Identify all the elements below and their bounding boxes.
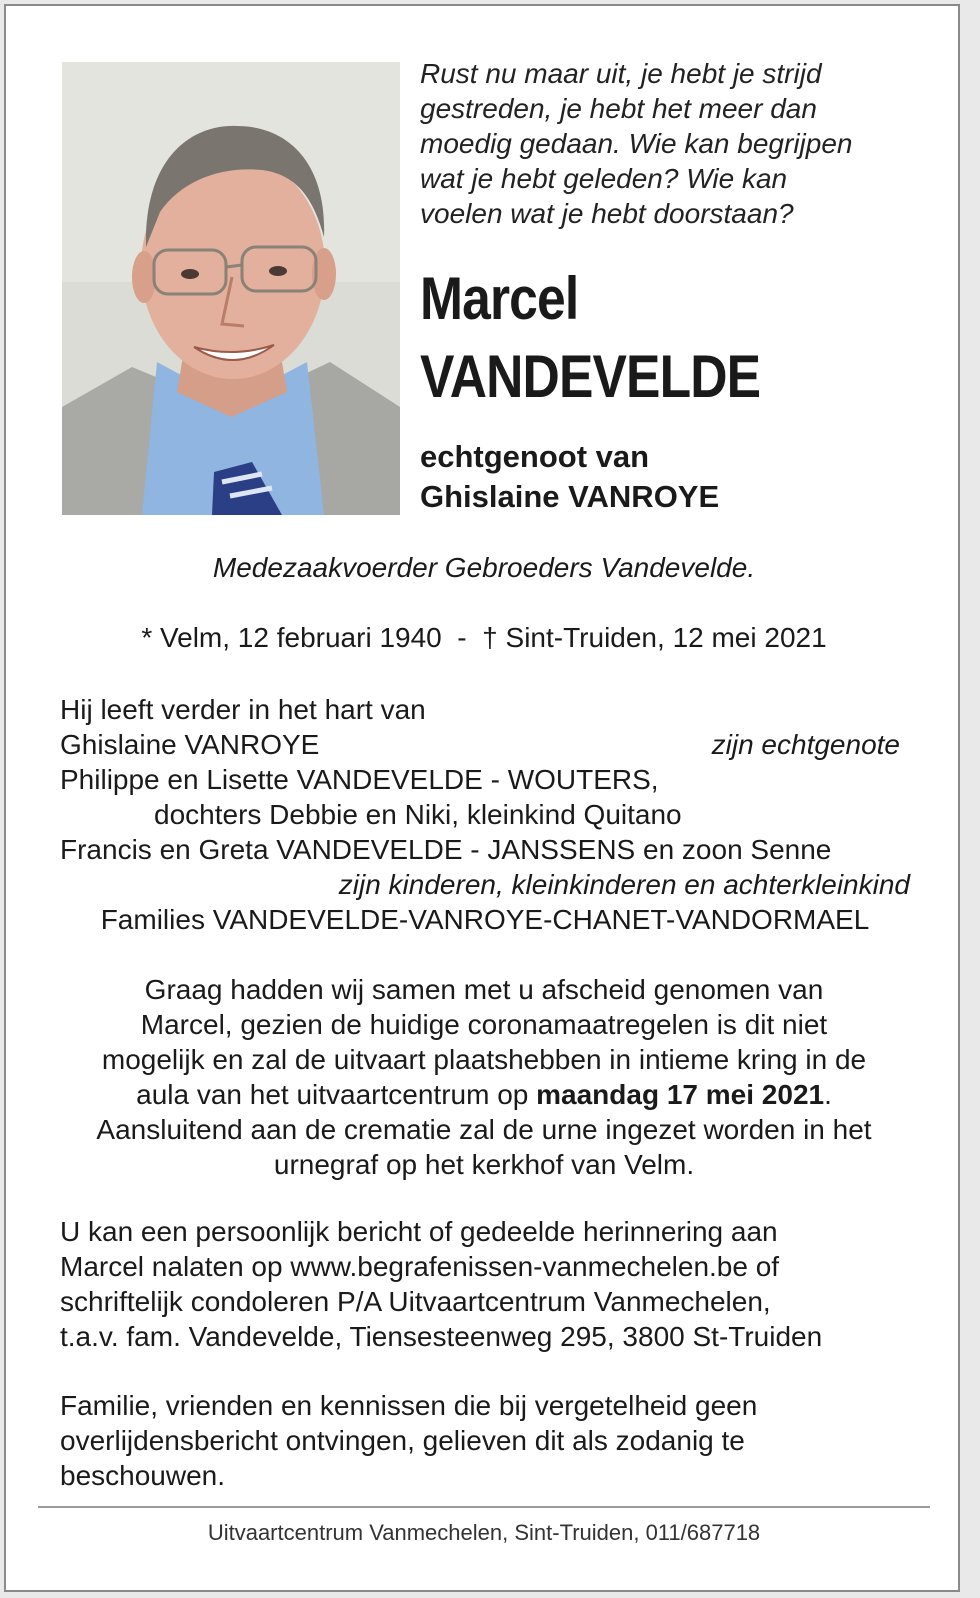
notice-line: Familie, vrienden en kennissen die bij vergetelheid geen	[60, 1390, 758, 1421]
family-children-role: zijn kinderen, kleinkinderen en achterkleinkind	[338, 869, 910, 900]
family-names: Families VANDEVELDE-VANROYE-CHANET-VANDORMAEL	[100, 904, 870, 935]
family-line: dochters Debbie en Niki, kleinkind Quitano	[154, 799, 682, 830]
notice-line: overlijdensbericht ontvingen, gelieven dit als zodanig te	[60, 1425, 745, 1456]
portrait-photo	[62, 62, 400, 515]
funeral-line: Aansluitend aan de crematie zal de urne ingezet worden in het	[96, 1114, 872, 1145]
birth-death-dates: * Velm, 12 februari 1940 - † Sint-Truiden, 12 mei 2021	[141, 622, 827, 653]
funeral-line: mogelijk en zal de uitvaart plaatshebben in intieme kring in de	[101, 1044, 867, 1075]
condolence-line: t.a.v. fam. Vandevelde, Tiensesteenweg 295, 3800 St-Truiden	[60, 1321, 823, 1352]
family-section	[60, 692, 920, 937]
poem-line: gestreden, je hebt het meer dan	[420, 93, 817, 124]
footer-divider	[38, 1506, 930, 1508]
funeral-line: Graag hadden wij samen met u afscheid genomen van	[144, 974, 824, 1005]
notice-line: beschouwen.	[60, 1460, 226, 1491]
poem-line: moedig gedaan. Wie kan begrijpen	[420, 128, 853, 159]
poem-line: voelen wat je hebt doorstaan?	[420, 198, 794, 229]
funeral-text: aula van het uitvaartcentrum op	[136, 1079, 537, 1110]
funeral-date: maandag 17 mei 2021	[536, 1079, 825, 1110]
portrait-image	[62, 62, 400, 515]
funeral-paragraph	[56, 972, 912, 1182]
family-line: Francis en Greta VANDEVELDE - JANSSENS en zoon Senne	[60, 834, 832, 865]
family-spouse-role: zijn echtgenote	[711, 729, 900, 760]
funeral-line: urnegraf op het kerkhof van Velm.	[273, 1149, 695, 1180]
obituary-card	[4, 4, 960, 1592]
funeral-line	[56, 1077, 912, 1112]
funeral-line: Marcel, gezien de huidige coronamaatregelen is dit niet	[140, 1009, 828, 1040]
family-spouse-row	[60, 727, 920, 762]
funeral-home-footer: Uitvaartcentrum Vanmechelen, Sint-Truiden, 011/687718	[207, 1520, 761, 1545]
family-intro: Hij leeft verder in het hart van	[60, 694, 426, 725]
spouse-label: echtgenoot van	[420, 439, 650, 474]
poem-line: Rust nu maar uit, je hebt je strijd	[420, 58, 822, 89]
funeral-text: .	[824, 1079, 832, 1110]
family-line: Philippe en Lisette VANDEVELDE - WOUTERS,	[60, 764, 659, 795]
deceased-last-name: VANDEVELDE	[420, 343, 761, 410]
condolence-paragraph	[60, 1214, 916, 1354]
condolence-line: U kan een persoonlijk bericht of gedeelde herinnering aan	[60, 1216, 778, 1247]
poem-line: wat je hebt geleden? Wie kan	[420, 163, 788, 194]
condolence-line: schriftelijk condoleren P/A Uitvaartcentrum Vanmechelen,	[60, 1286, 771, 1317]
condolence-line: Marcel nalaten op www.begrafenissen-vanmechelen.be of	[60, 1251, 780, 1282]
occupation: Medezaakvoerder Gebroeders Vandevelde.	[212, 552, 756, 583]
deceased-first-name: Marcel	[420, 265, 579, 332]
spouse-name: Ghislaine VANROYE	[420, 479, 720, 514]
family-spouse-name: Ghislaine VANROYE	[60, 729, 320, 760]
notice-paragraph	[60, 1388, 916, 1493]
memorial-poem	[420, 56, 940, 231]
